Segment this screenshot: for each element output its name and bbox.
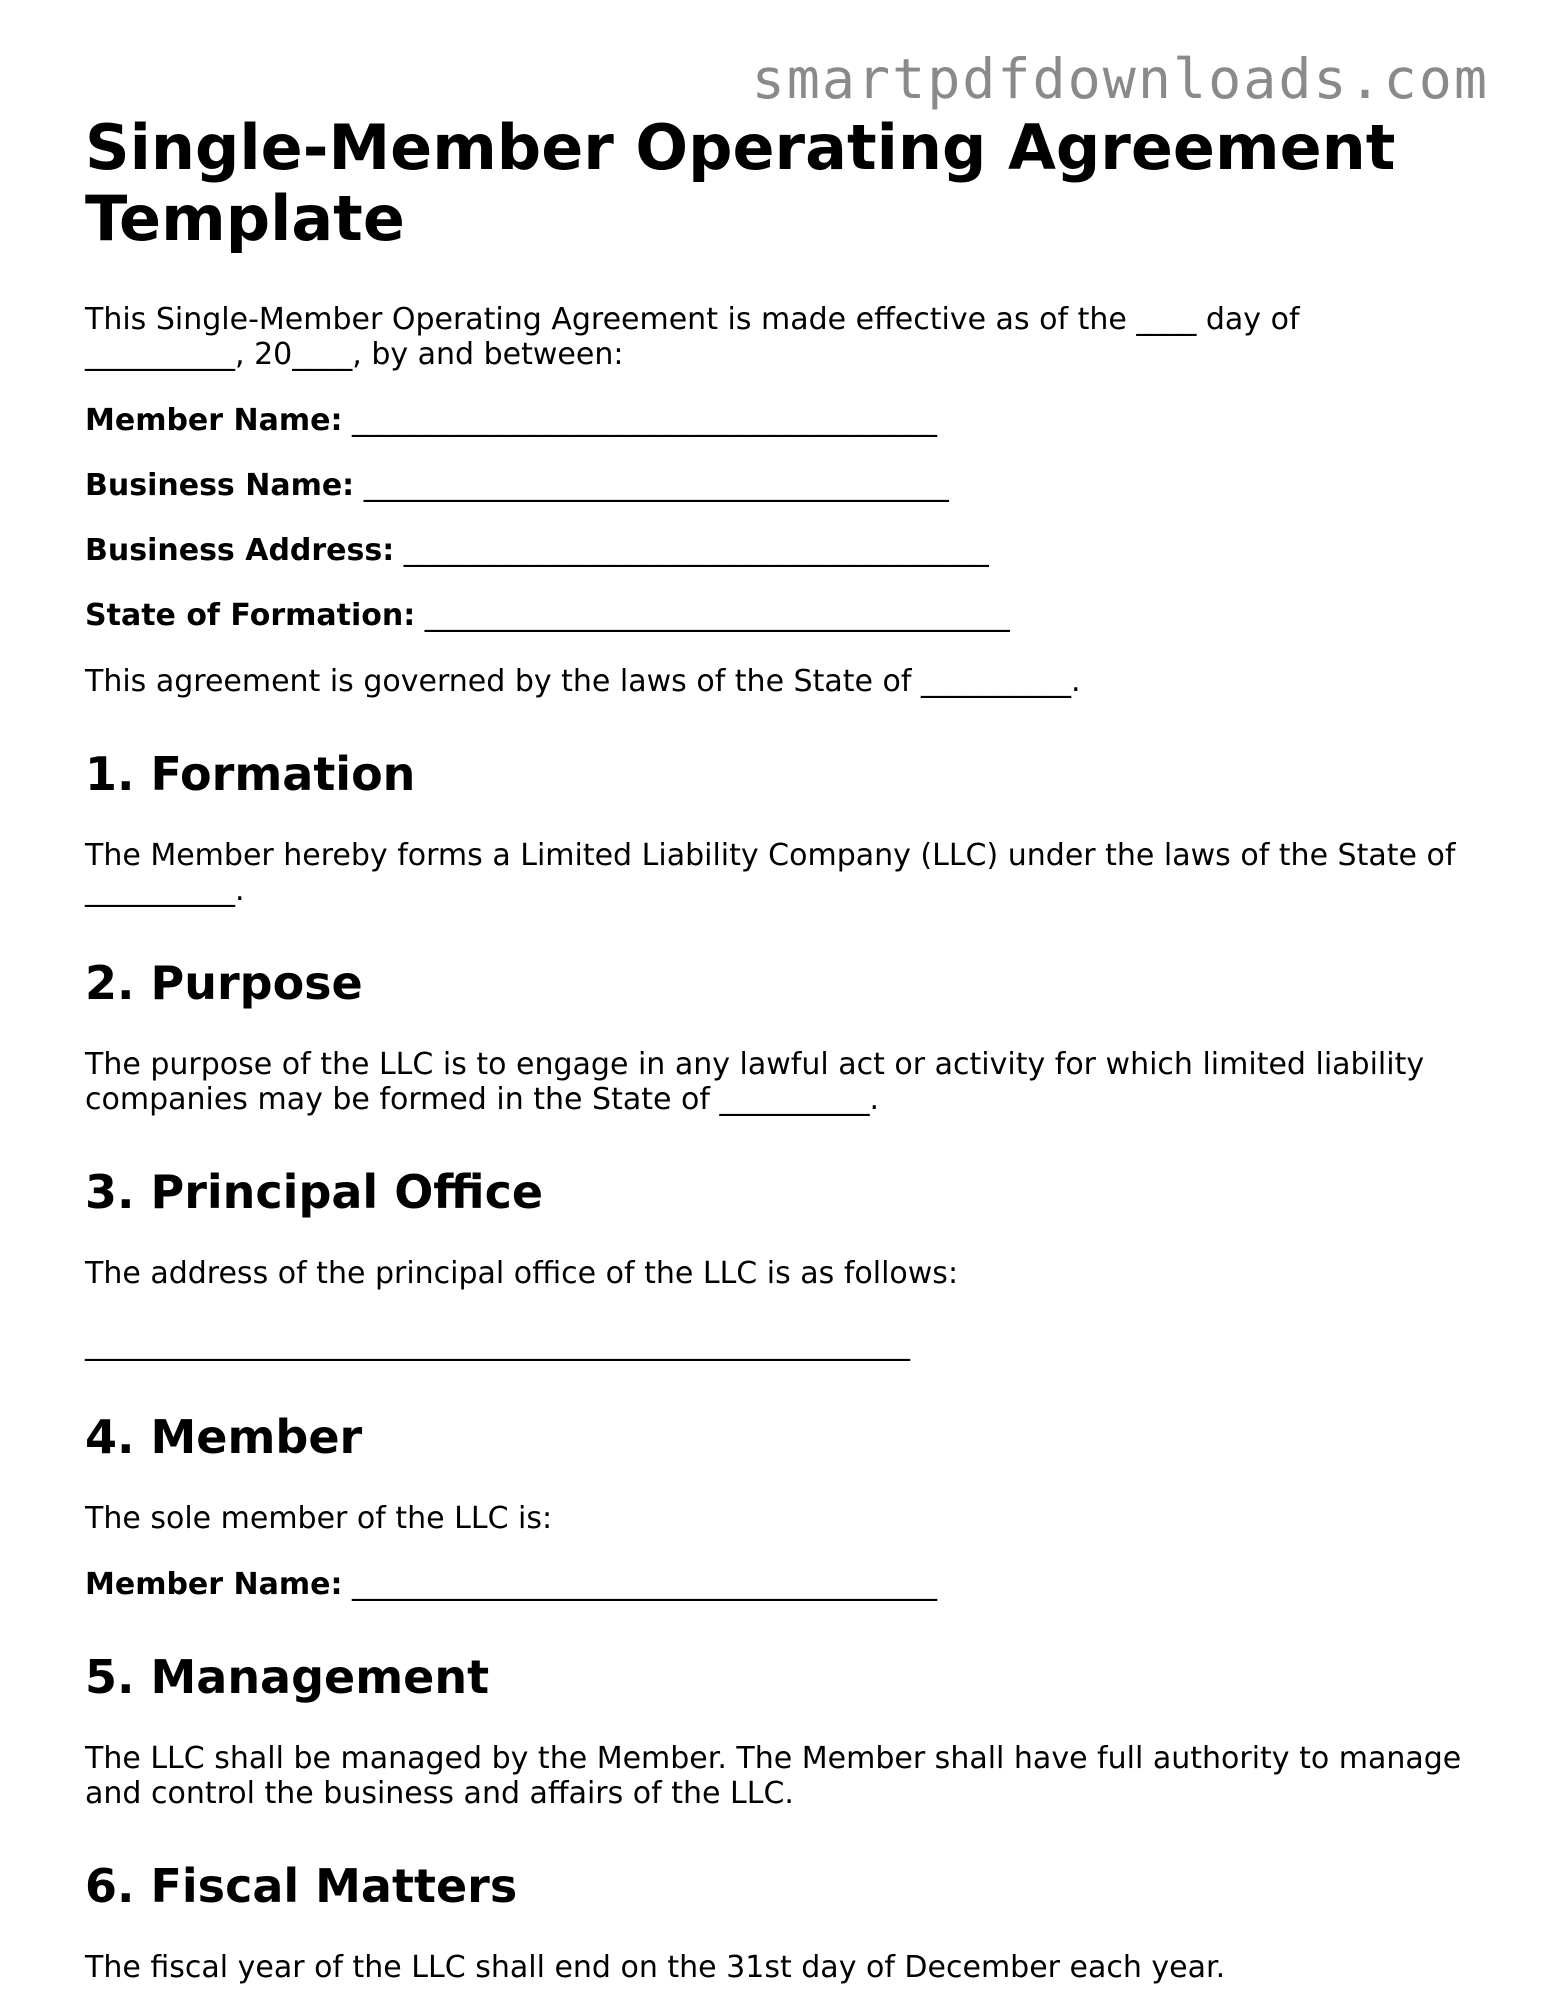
section-body: The address of the principal office of the LLC is as follows:: [85, 1256, 959, 1291]
document-title: Single-Member Operating Agreement Template: [85, 111, 1396, 255]
section-heading: 3. Principal Office: [85, 1165, 544, 1219]
state-of-formation-label: State of Formation:: [85, 598, 416, 633]
section-heading: 2. Purpose: [85, 956, 363, 1010]
section-management: [85, 1650, 1465, 1811]
sole-member-name-field[interactable]: [85, 1567, 1465, 1602]
business-name-label: Business Name:: [85, 468, 355, 503]
section-heading: 5. Management: [85, 1650, 490, 1704]
state-of-formation-blank[interactable]: _______________________________________: [424, 598, 1010, 633]
principal-office-address-blank[interactable]: _______________________________________________________: [85, 1327, 910, 1362]
business-address-blank[interactable]: _______________________________________: [403, 533, 989, 568]
sole-member-name-label: Member Name:: [85, 1567, 343, 1602]
document-page: [85, 112, 1465, 1985]
section-body: The Member hereby forms a Limited Liability Company (LLC) under the laws of the State of __________.: [85, 838, 1456, 908]
section-heading: 1. Formation: [85, 747, 416, 801]
section-formation: [85, 747, 1465, 908]
section-body: The fiscal year of the LLC shall end on the 31st day of December each year.: [85, 1950, 1226, 1985]
member-name-blank[interactable]: _______________________________________: [352, 403, 938, 438]
section-body: The LLC shall be managed by the Member. The Member shall have full authority to manage and control the business and affairs of the LLC.: [85, 1741, 1462, 1811]
business-address-label: Business Address:: [85, 533, 395, 568]
section-principal-office: [85, 1165, 1465, 1362]
section-fiscal-matters: [85, 1859, 1465, 1985]
section-heading: 4. Member: [85, 1410, 363, 1464]
section-body: The sole member of the LLC is:: [85, 1501, 553, 1536]
business-address-field[interactable]: [85, 533, 1465, 568]
section-body: The purpose of the LLC is to engage in any lawful act or activity for which limited liability companies may be formed in the State of __________.: [85, 1047, 1425, 1117]
member-name-field[interactable]: [85, 403, 1465, 438]
watermark-text: smartpdfdownloads.com: [751, 47, 1489, 111]
section-heading: 6. Fiscal Matters: [85, 1859, 518, 1913]
sole-member-name-blank[interactable]: _______________________________________: [352, 1567, 938, 1602]
section-purpose: [85, 956, 1465, 1117]
section-member: [85, 1410, 1465, 1602]
member-name-label: Member Name:: [85, 403, 343, 438]
governing-law-paragraph: This agreement is governed by the laws of the State of __________.: [85, 664, 1081, 699]
business-name-blank[interactable]: _______________________________________: [363, 468, 949, 503]
business-name-field[interactable]: [85, 468, 1465, 503]
state-of-formation-field[interactable]: [85, 598, 1465, 633]
intro-paragraph: This Single-Member Operating Agreement is made effective as of the ____ day of __________, 20____, by and between:: [85, 302, 1300, 372]
